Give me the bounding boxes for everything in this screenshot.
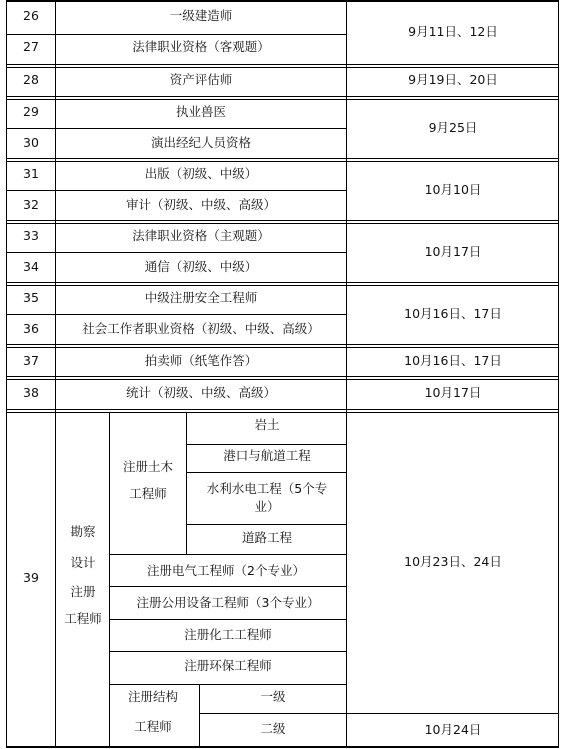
- exam-name: 通信（初级、中级）: [144, 258, 258, 274]
- cell-border: [110, 619, 347, 620]
- row-number: 28: [23, 71, 39, 87]
- specialty-name: 水利水电工程（5个专: [206, 480, 328, 496]
- cell-border: [200, 713, 559, 714]
- row-number: 34: [23, 258, 39, 274]
- group-label: 工程师: [64, 610, 102, 626]
- exam-name: 审计（初级、中级、高级）: [125, 196, 277, 212]
- column-border: [55, 0, 56, 748]
- row-border: [6, 376, 559, 377]
- exam-name: 注册环保工程师: [184, 657, 272, 673]
- row-border: [6, 344, 559, 345]
- exam-date: 10月24日: [424, 721, 482, 737]
- row-number: 29: [23, 103, 39, 119]
- cell-border: [187, 472, 347, 473]
- exam-name: 资产评估师: [169, 71, 233, 87]
- exam-date: 10月17日: [424, 384, 482, 400]
- row-border: [6, 158, 559, 159]
- row-border: [6, 67, 559, 68]
- specialty-name: 岩土: [254, 416, 280, 432]
- row-border: [6, 285, 559, 286]
- exam-name: 统计（初级、中级、高级）: [125, 384, 277, 400]
- column-border: [346, 0, 347, 748]
- row-number: 39: [23, 569, 39, 585]
- exam-date: 9月11日、12日: [408, 23, 498, 39]
- cell-border: [110, 586, 347, 587]
- column-border: [186, 412, 187, 555]
- row-border: [6, 282, 559, 283]
- row-border: [6, 96, 559, 97]
- exam-date: 9月19日、20日: [408, 71, 498, 87]
- exam-date: 10月23日、24日: [404, 553, 502, 569]
- table-right-border: [558, 0, 559, 748]
- row-border: [6, 161, 559, 162]
- row-border: [6, 223, 559, 224]
- row-border: [6, 252, 347, 253]
- specialty-name: 港口与航道工程: [223, 447, 311, 463]
- exam-date: 10月10日: [424, 181, 482, 197]
- exam-name: 出版（初级、中级）: [144, 165, 258, 181]
- row-number: 31: [23, 165, 39, 181]
- exam-name: 拍卖师（纸笔作答）: [144, 352, 258, 368]
- cell-border: [110, 684, 347, 685]
- exam-date: 10月16日、17日: [404, 352, 502, 368]
- row-border: [6, 412, 559, 413]
- table-left-border: [6, 0, 7, 748]
- exam-name: 注册电气工程师（2个专业）: [147, 562, 305, 578]
- exam-name: 法律职业资格（客观题）: [132, 38, 270, 54]
- cell-border: [187, 524, 347, 525]
- row-number: 36: [23, 320, 39, 336]
- civil-engineer-label: 工程师: [129, 485, 167, 501]
- group-label: 注册: [70, 583, 96, 599]
- row-border: [6, 0, 559, 2]
- group-label: 设计: [70, 554, 96, 570]
- table-bottom-border: [6, 746, 559, 748]
- row-number: 37: [23, 352, 39, 368]
- row-border: [6, 190, 347, 191]
- exam-name: 社会工作者职业资格（初级、中级、高级）: [82, 320, 320, 336]
- row-number: 33: [23, 227, 39, 243]
- row-number: 32: [23, 196, 39, 212]
- column-border: [199, 684, 200, 748]
- cell-border: [110, 554, 347, 555]
- structural-engineer-label: 注册结构: [127, 688, 179, 704]
- row-border: [6, 99, 559, 100]
- cell-border: [187, 444, 347, 445]
- exam-name: 注册公用设备工程师（3个专业）: [136, 594, 320, 610]
- row-number: 26: [23, 7, 39, 23]
- exam-name: 执业兽医: [175, 103, 227, 119]
- specialty-name: 道路工程: [241, 529, 293, 545]
- exam-date: 10月16日、17日: [404, 305, 502, 321]
- column-border: [109, 412, 110, 748]
- exam-date: 10月17日: [424, 243, 482, 259]
- level-label: 二级: [260, 720, 286, 736]
- row-border: [6, 220, 559, 221]
- exam-name: 注册化工工程师: [184, 626, 272, 642]
- row-border: [6, 314, 347, 315]
- row-border: [6, 128, 347, 129]
- row-number: 35: [23, 289, 39, 305]
- row-border: [6, 64, 559, 65]
- row-border: [6, 409, 559, 410]
- exam-name: 法律职业资格（主观题）: [132, 227, 270, 243]
- group-label: 勘察: [70, 523, 96, 539]
- specialty-name: 业）: [254, 498, 280, 514]
- level-label: 一级: [260, 688, 286, 704]
- row-border: [6, 34, 347, 35]
- row-border: [6, 379, 559, 380]
- exam-name: 中级注册安全工程师: [144, 289, 258, 305]
- civil-engineer-label: 注册土木: [122, 458, 174, 474]
- row-number: 30: [23, 134, 39, 150]
- row-number: 27: [23, 38, 39, 54]
- structural-engineer-label: 工程师: [134, 718, 172, 734]
- exam-name: 演出经纪人员资格: [150, 134, 252, 150]
- row-border: [6, 347, 559, 348]
- exam-date: 9月25日: [428, 119, 478, 135]
- row-number: 38: [23, 384, 39, 400]
- exam-name: 一级建造师: [169, 7, 233, 23]
- cell-border: [110, 651, 347, 652]
